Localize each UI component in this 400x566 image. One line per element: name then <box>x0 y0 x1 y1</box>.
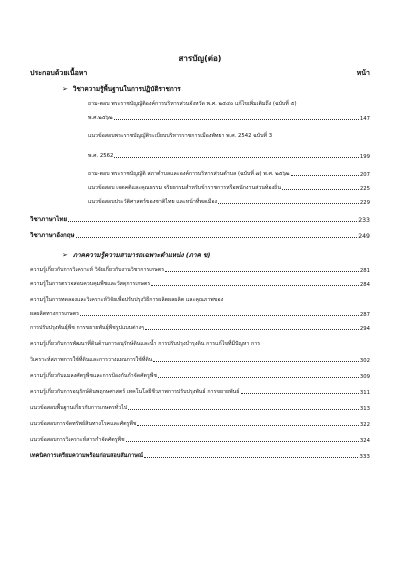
toc-entry-text: การปรับปรุงพันธุ์พืช การขยายพันธุ์พืชรูปแบบต่างๆ <box>30 325 144 331</box>
toc-entry-page: 225 <box>359 186 370 192</box>
toc-entry-page: 294 <box>359 326 370 332</box>
section-heading-basic <box>62 84 181 94</box>
toc-entry-text: ความรู้เกี่ยวกับแมลงศัตรูพืชและการป้องกันกำจัดศัตรูพืช <box>30 373 157 379</box>
toc-entry[interactable] <box>88 184 370 192</box>
toc-entry[interactable] <box>30 420 370 428</box>
toc-entry-page: 199 <box>359 154 370 160</box>
toc-entry[interactable] <box>30 280 370 288</box>
dot-leader <box>241 393 359 394</box>
dot-leader <box>291 175 359 176</box>
toc-header <box>30 68 370 79</box>
toc-entry-page: 229 <box>359 200 370 206</box>
dot-leader <box>144 457 358 458</box>
dot-leader <box>218 203 359 204</box>
toc-entry-text: วิเคราะห์สภาพการใช้ที่ดินและการวางแผนการใช้ที่ดิน <box>30 357 153 363</box>
dot-leader <box>158 377 359 378</box>
section-heading-label: วิชาความรู้พื้นฐานในการปฏิบัติราชการ <box>72 85 181 93</box>
dot-leader <box>68 221 357 222</box>
toc-entry[interactable] <box>30 436 370 444</box>
toc-entry[interactable] <box>88 132 370 140</box>
dot-leader <box>145 329 359 330</box>
toc-entry-page: 249 <box>358 233 370 240</box>
toc-entry[interactable] <box>88 170 370 178</box>
dot-leader <box>128 409 359 410</box>
toc-entry[interactable] <box>88 100 370 108</box>
header-page-label: หน้า <box>356 69 370 77</box>
toc-entry[interactable] <box>88 114 370 122</box>
toc-entry-text: เทคนิคการเตรียมความพร้อมก่อนสอบสัมภาษณ์ <box>30 453 144 459</box>
toc-entry-thai[interactable] <box>30 214 370 224</box>
section-heading-label: ภาคความรู้ความสามารถเฉพาะตำแหน่ง (ภาค ข) <box>72 251 211 259</box>
toc-entry-text: แนวข้อสอบพื้นฐานเกี่ยวกับการเกษตรทั่วไป <box>30 405 128 411</box>
toc-entry-english[interactable] <box>30 230 370 240</box>
toc-entry[interactable] <box>30 324 370 332</box>
toc-entry-text: ความรู้เกี่ยวกับการอนุรักษ์ดินพฤกษศาสตร์ เทคโนโลยีชีวภาพการปรับปรุงพันธ์ การขยายพันธ์ <box>30 389 240 395</box>
toc-entry-text: วิชาภาษาไทย <box>30 216 68 223</box>
section-heading-specific <box>62 250 210 260</box>
toc-entry-page: 309 <box>359 374 370 380</box>
header-content-label: ประกอบด้วยเนื้อหา <box>30 69 88 77</box>
toc-entry-page: 233 <box>358 217 370 224</box>
toc-entry-text: ความรู้ในการตรวจสอบควบคุมพืชและวัสดุการเกษตร <box>30 281 151 287</box>
toc-entry-text: แนวข้อสอบ เจตคติและคุณธรรม จริยธรรมสำหรับข้าราชการหรือพนักงานส่วนท้องถิ่น <box>88 185 282 191</box>
dot-leader <box>114 157 358 158</box>
toc-entry-page: 322 <box>359 422 370 428</box>
toc-entry-page: 207 <box>359 172 370 178</box>
toc-entry-text: ถาม-ตอบ พระราชบัญญัติองค์การบริหารส่วนจังหวัด พ.ศ. ๒๕๔๐ แก้ไขเพิ่มเติมถึง (ฉบับที่ ๕) <box>88 101 297 107</box>
dot-leader <box>165 271 359 272</box>
toc-entry[interactable] <box>30 266 370 274</box>
toc-entry-page: 302 <box>359 358 370 364</box>
toc-entry-text: แนวข้อสอบพระราชบัญญัติระเบียบบริหารราชการเมืองพัทยา พ.ศ. 2542 ฉบับที่ 3 <box>88 133 273 139</box>
toc-entry-text: แนวข้อสอบประวัติศาสตร์ของชาติไทย และหน้าที่พลเมือง <box>88 199 218 205</box>
toc-entry-page: 313 <box>359 406 370 412</box>
toc-entry-page: 287 <box>359 312 370 318</box>
arrow-bullet-icon: ➢ <box>62 251 68 259</box>
toc-entry-page: 284 <box>359 282 370 288</box>
toc-entry-text: แนวข้อสอบการจัดทรัพย์สินทางโรคและศัตรูพืช <box>30 421 137 427</box>
dot-leader <box>114 119 359 120</box>
dot-leader <box>126 441 359 442</box>
toc-entry[interactable] <box>30 340 370 348</box>
toc-entry-text: แนวข้อสอบการวิเคราะห์สารกำจัดศัตรูพืช <box>30 437 125 443</box>
toc-entry[interactable] <box>30 356 370 364</box>
dot-leader <box>76 237 358 238</box>
toc-entry-text: ความรู้เกี่ยวกับการวิเคราะห์ วิจัยเกี่ยวกับงานวิชาการเกษตร <box>30 267 165 273</box>
toc-entry-text: ความรู้เกี่ยวกับการพัฒนาที่ดินด้านการอนุรักษ์ดินและน้ำ การปรับปรุงบำรุงดิน การแก้ไขที่มีปัญหา การ <box>30 341 261 347</box>
toc-entry[interactable] <box>30 388 370 396</box>
toc-entry-text: ความรู้ในการทดลองและวิเคราะห์วิจัยเพื่อปรับปรุงวิธีการผลิตผลผลิต และคุณภาพของ <box>30 297 224 303</box>
page-title: สารบัญ(ต่อ) <box>178 54 222 63</box>
toc-entry-page: 311 <box>359 390 370 396</box>
toc-entry-page: 147 <box>359 116 370 122</box>
dot-leader <box>137 425 358 426</box>
toc-entry-interview[interactable] <box>30 452 370 460</box>
toc-entry-text: ผลผลิตทางการเกษตร <box>30 311 80 317</box>
toc-entry-page: 333 <box>359 454 370 460</box>
toc-entry[interactable] <box>30 310 370 318</box>
toc-entry-page: 281 <box>359 268 370 274</box>
toc-entry-text: พ.ศ.๒๕๖๒ <box>88 115 113 121</box>
toc-entry[interactable] <box>30 372 370 380</box>
toc-entry-text: พ.ศ. 2562 <box>88 153 114 159</box>
dot-leader <box>153 361 358 362</box>
toc-entry[interactable] <box>30 404 370 412</box>
dot-leader <box>282 189 359 190</box>
toc-entry[interactable] <box>88 198 370 206</box>
toc-entry[interactable] <box>88 152 370 160</box>
arrow-bullet-icon: ➢ <box>62 85 68 93</box>
toc-entry[interactable] <box>30 296 370 304</box>
dot-leader <box>151 285 359 286</box>
toc-entry-page: 324 <box>359 438 370 444</box>
toc-entry-text: วิชาภาษาอังกฤษ <box>30 232 75 239</box>
toc-entry-text: ถาม-ตอบ พระราชบัญญัติ สภาตำบลและองค์การบริหารส่วนตำบล (ฉบับที่ ๗) พ.ศ. ๒๕๖๒ <box>88 171 290 177</box>
dot-leader <box>80 315 359 316</box>
